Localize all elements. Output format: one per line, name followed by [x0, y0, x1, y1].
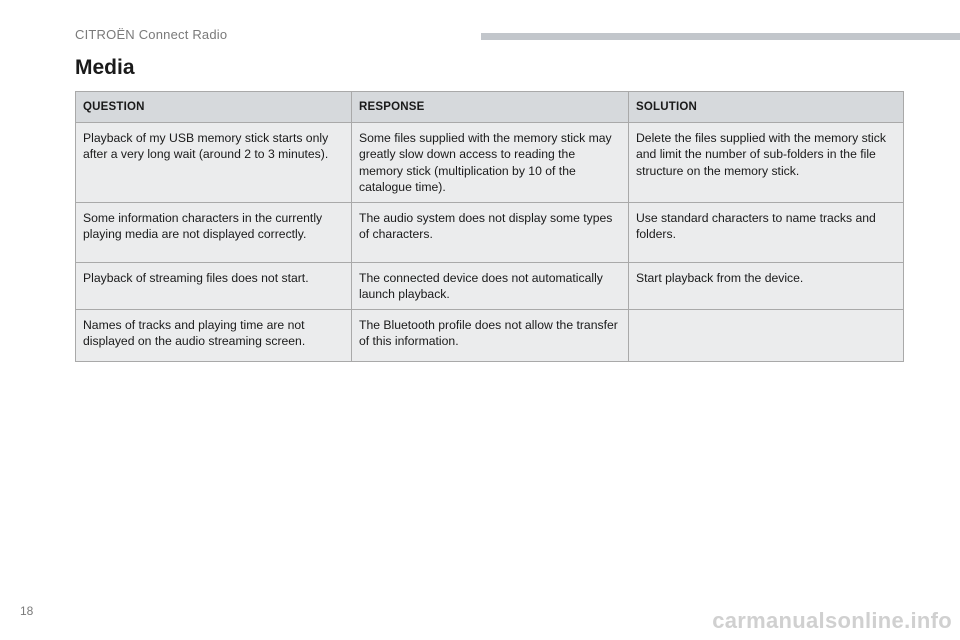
solution-cell: Use standard characters to name tracks and folders.: [629, 202, 904, 262]
table-row: [76, 309, 904, 361]
table-row: [76, 262, 904, 309]
header-divider-bar: [481, 33, 960, 40]
response-cell: The Bluetooth profile does not allow the transfer of this information.: [352, 309, 629, 361]
response-cell: Some files supplied with the memory stick may greatly slow down access to reading the memory stick (multiplication by 10 of the catalogue time).: [352, 122, 629, 202]
faq-table: [75, 91, 904, 362]
table-header-row: [76, 92, 904, 123]
response-cell: The connected device does not automatically launch playback.: [352, 262, 629, 309]
column-header-solution: SOLUTION: [629, 92, 904, 123]
solution-cell: Start playback from the device.: [629, 262, 904, 309]
table-row: [76, 122, 904, 202]
table-row: [76, 202, 904, 262]
question-cell: Names of tracks and playing time are not displayed on the audio streaming screen.: [76, 309, 352, 361]
solution-cell: [629, 309, 904, 361]
column-header-question: QUESTION: [76, 92, 352, 123]
header-title: CITROËN Connect Radio: [75, 27, 228, 42]
watermark: carmanualsonline.info: [712, 608, 952, 633]
question-cell: Some information characters in the currently playing media are not displayed correctly.: [76, 202, 352, 262]
response-cell: The audio system does not display some types of characters.: [352, 202, 629, 262]
page-number: 18: [20, 604, 34, 618]
solution-cell: Delete the files supplied with the memory stick and limit the number of sub-folders in the file structure on the memory stick.: [629, 122, 904, 202]
question-cell: Playback of my USB memory stick starts only after a very long wait (around 2 to 3 minutes).: [76, 122, 352, 202]
column-header-response: RESPONSE: [352, 92, 629, 123]
section-title: Media: [75, 56, 135, 79]
question-cell: Playback of streaming files does not start.: [76, 262, 352, 309]
